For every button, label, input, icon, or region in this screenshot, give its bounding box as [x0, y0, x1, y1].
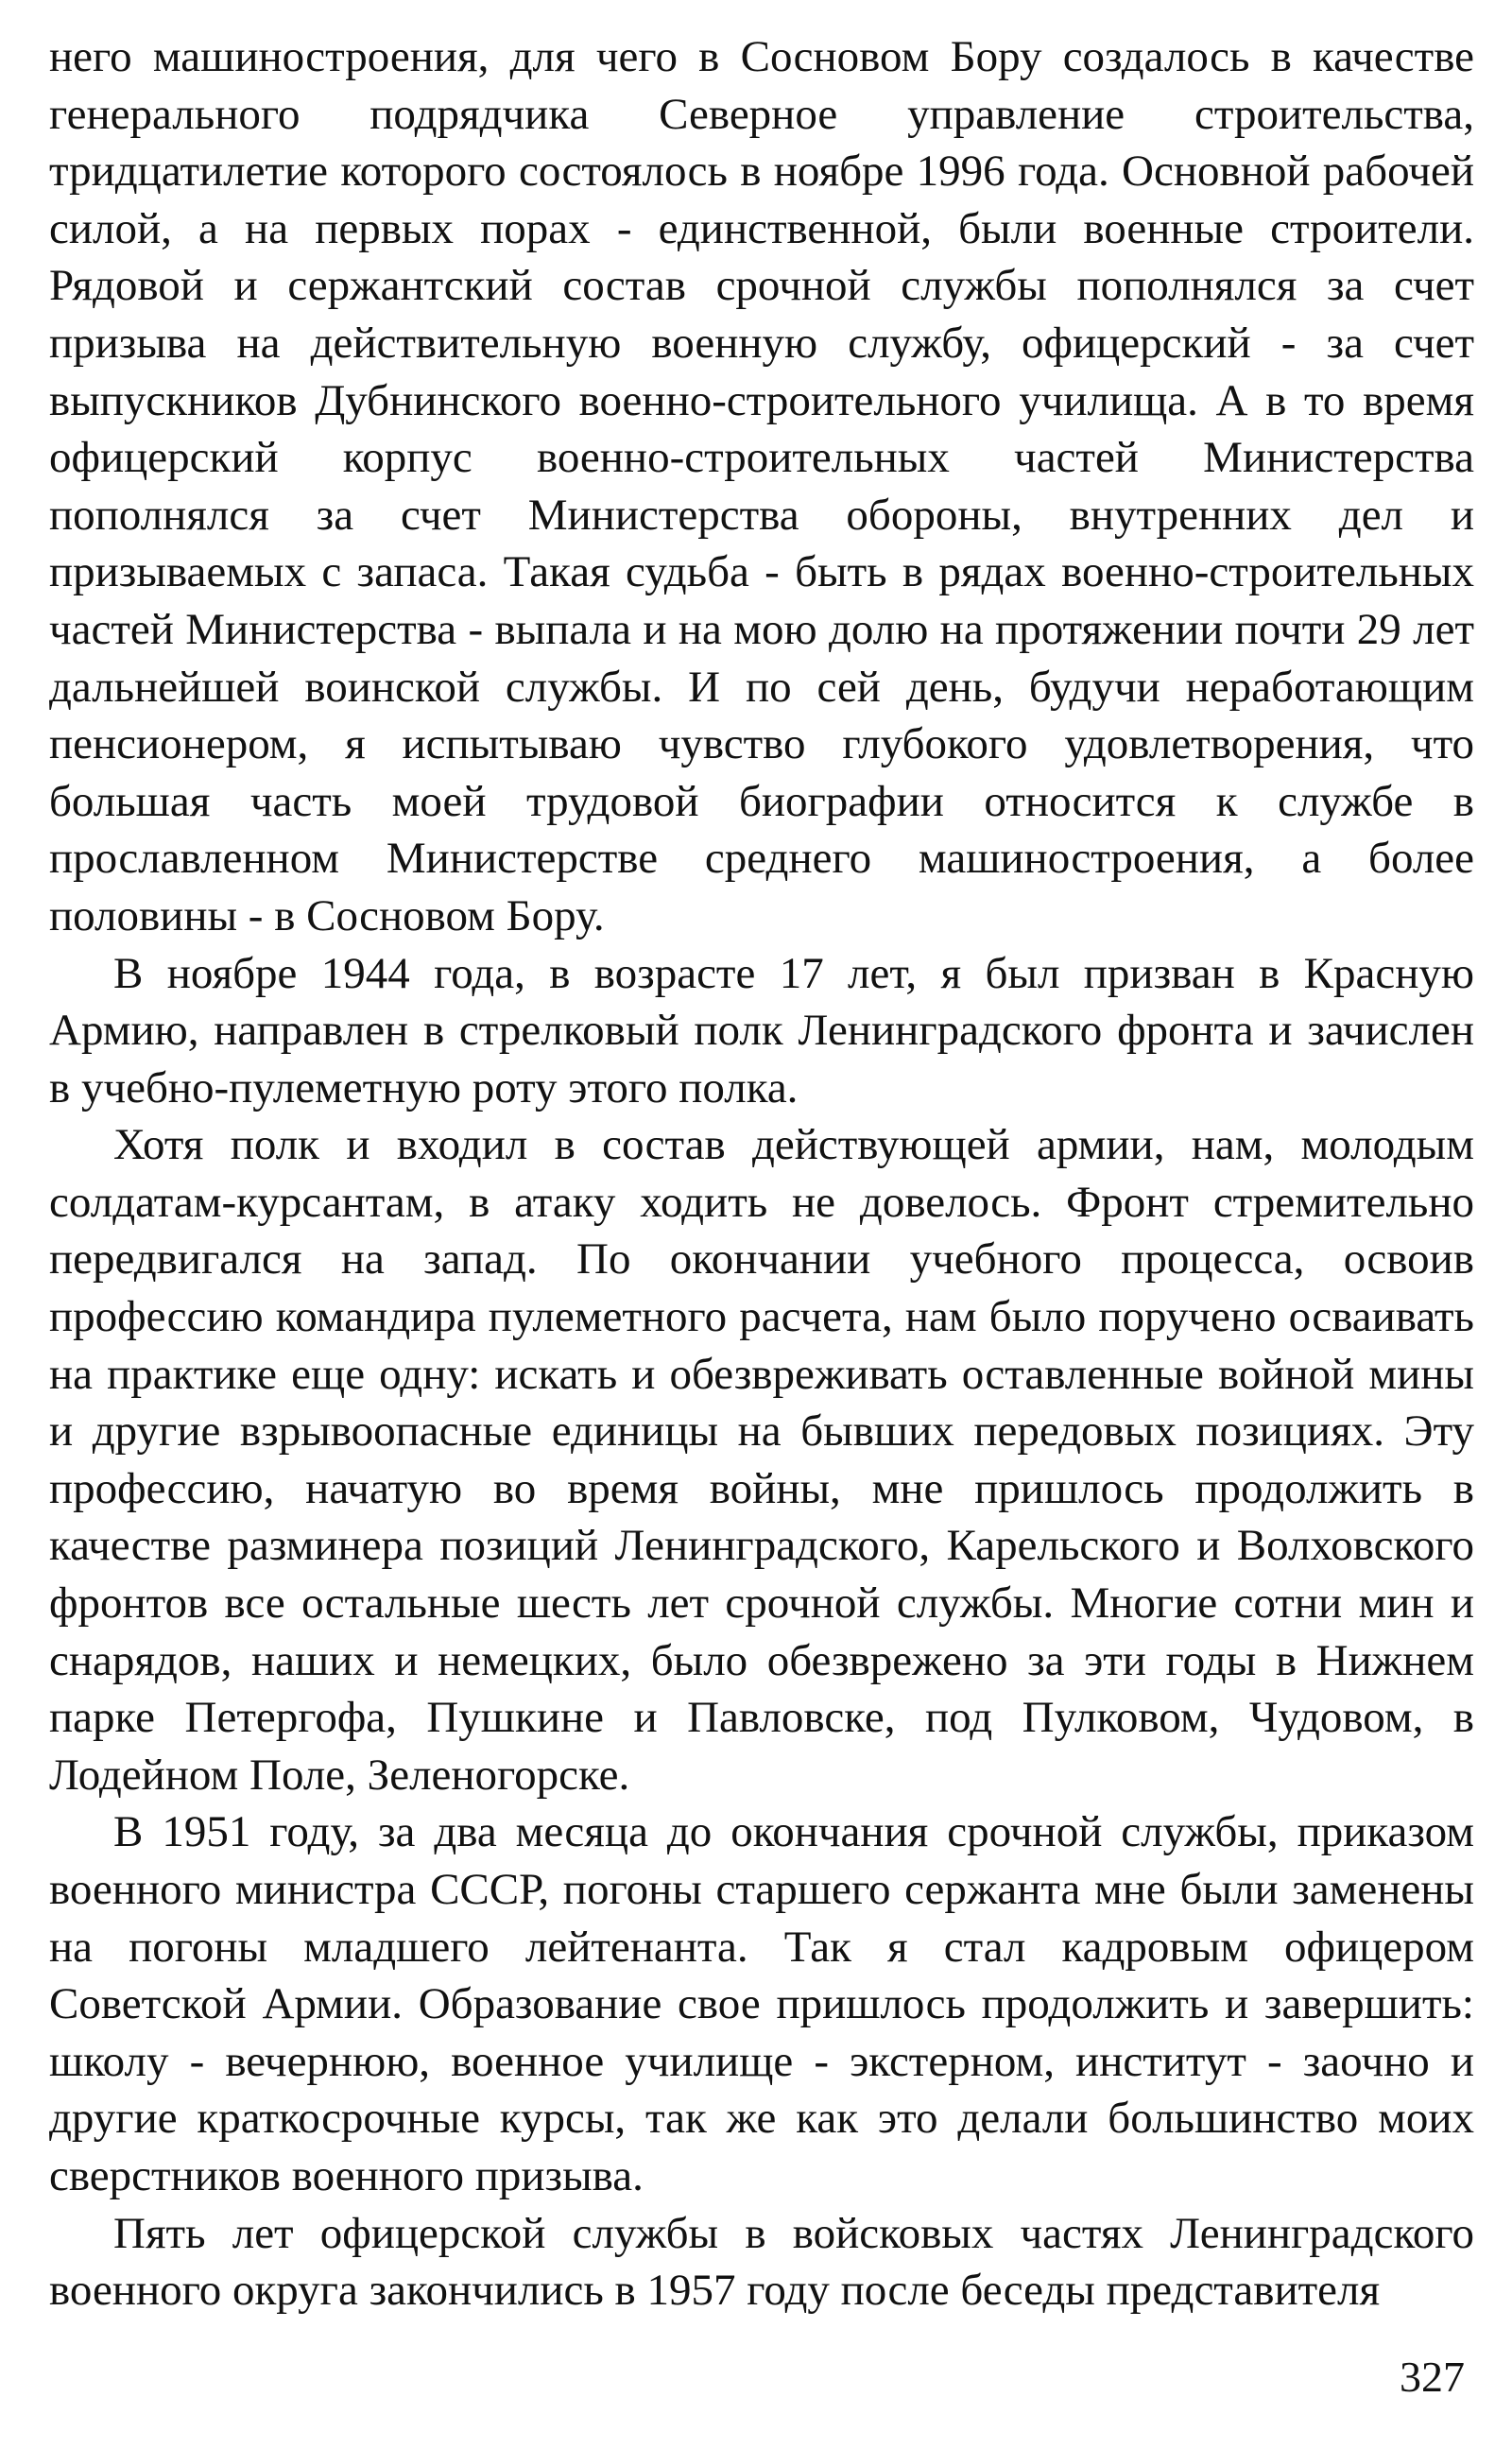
paragraph-5: Пять лет офицерской службы в войсковых частях Ленинградского военного округа закончились в 1957 году после беседы представителя	[49, 2208, 1474, 2316]
body-text	[49, 28, 1474, 2320]
page-number: 327	[1400, 2353, 1465, 2401]
paragraph-1: него машиностроения, для чего в Сосновом Бору создалось в качестве генерального подрядчика Северное управление строительства, тридцатилетие которого состоялось в ноябре 1996 года. Основной рабочей силой, а на первых порах - единственной, были военные строители. Рядовой и сержантский состав срочной службы пополнялся за счет призыва на действительную военную службу, офицерский - за счет выпускников Дубнинского военно-строительного училища. А в то время офицерский корпус военно-строительных частей Министерства пополнялся за счет Министерства обороны, внутренних дел и призываемых с запаса. Такая судьба - быть в рядах военно-строительных частей Министерства - выпала и на мою долю на протяжении почти 29 лет дальнейшей воинской службы. И по сей день, будучи неработающим пенсионером, я испытываю чувство глубокого удовлетворения, что большая часть моей трудовой биографии относится к службе в прославленном Министерстве среднего машиностроения, а более половины - в Сосновом Бору.	[49, 32, 1474, 940]
paragraph-2: В ноябре 1944 года, в возрасте 17 лет, я был призван в Красную Армию, направлен в стрелковый полк Ленинградского фронта и зачислен в учебно-пулеметную роту этого полка.	[49, 948, 1474, 1112]
paragraph-4: В 1951 году, за два месяца до окончания срочной службы, приказом военного министра СССР, погоны старшего сержанта мне были заменены на погоны младшего лейтенанта. Так я стал кадровым офицером Советской Армии. Образование свое пришлось продолжить и завершить: школу - вечернюю, военное училище - экстерном, институт - заочно и другие краткосрочные курсы, так же как это делали большинство моих сверстников военного призыва.	[49, 1807, 1474, 2200]
paragraph-3: Хотя полк и входил в состав действующей армии, нам, молодым солдатам-курсантам, в атаку ходить не довелось. Фронт стремительно передвигался на запад. По окончании учебного процесса, освоив профессию командира пулеметного расчета, нам было поручено осваивать на практике еще одну: искать и обезвреживать оставленные войной мины и другие взрывоопасные единицы на бывших передовых позициях. Эту профессию, начатую во время войны, мне пришлось продолжить в качестве разминера позиций Ленинградского, Карельского и Волховского фронтов все остальные шесть лет срочной службы. Многие сотни мин и снарядов, наших и немецких, было обезврежено за эти годы в Нижнем парке Петергофа, Пушкине и Павловске, под Пулковом, Чудовом, в Лодейном Поле, Зеленогорске.	[49, 1120, 1474, 1800]
